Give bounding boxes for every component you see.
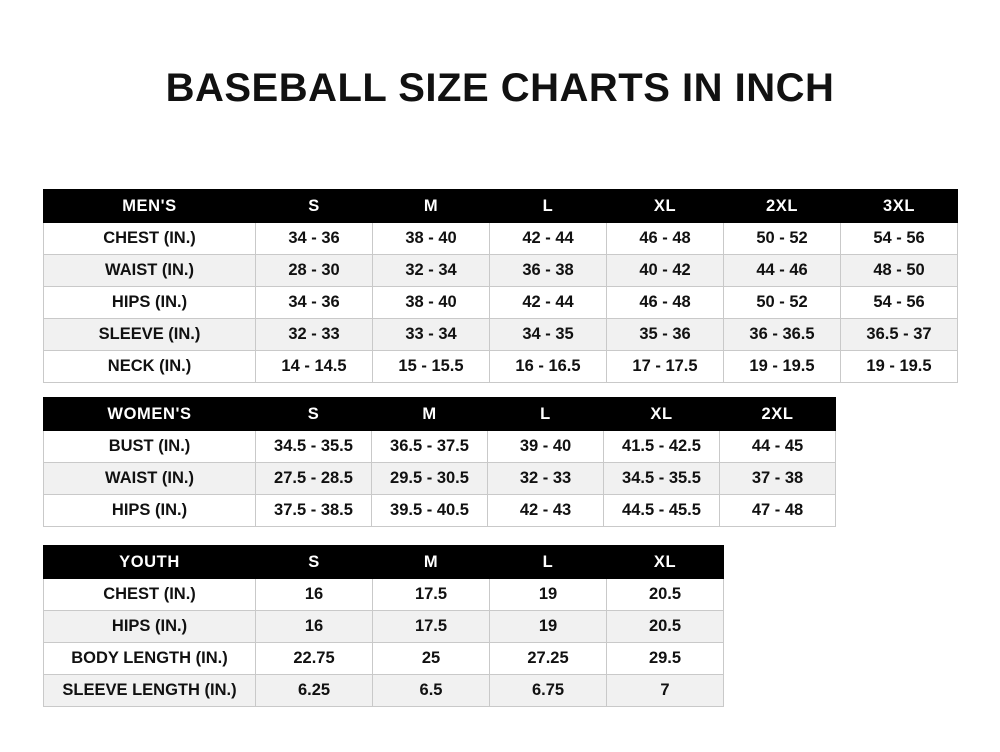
table-cell: 29.5 - 30.5	[372, 463, 488, 495]
row-label: WAIST (IN.)	[44, 255, 256, 287]
table-cell: 6.25	[256, 675, 373, 707]
row-label: SLEEVE LENGTH (IN.)	[44, 675, 256, 707]
table-row	[44, 351, 958, 383]
table-cell: 32 - 33	[256, 319, 373, 351]
table-row	[44, 223, 958, 255]
table-cell: 36 - 36.5	[724, 319, 841, 351]
header-cell-xl: XL	[604, 398, 720, 431]
table-cell: 36.5 - 37	[841, 319, 958, 351]
table-row	[44, 431, 836, 463]
table-cell: 35 - 36	[607, 319, 724, 351]
table-cell: 34 - 36	[256, 287, 373, 319]
table-cell: 22.75	[256, 643, 373, 675]
table-cell: 29.5	[607, 643, 724, 675]
header-cell-m: M	[372, 398, 488, 431]
table-cell: 39 - 40	[488, 431, 604, 463]
table-cell: 34 - 35	[490, 319, 607, 351]
table-cell: 19	[490, 611, 607, 643]
table-row	[44, 287, 958, 319]
table-cell: 54 - 56	[841, 287, 958, 319]
row-label: NECK (IN.)	[44, 351, 256, 383]
table-cell: 42 - 44	[490, 223, 607, 255]
table-cell: 17 - 17.5	[607, 351, 724, 383]
row-label: SLEEVE (IN.)	[44, 319, 256, 351]
header-cell-xl: XL	[607, 190, 724, 223]
youth-size-table	[43, 545, 724, 707]
table-cell: 34 - 36	[256, 223, 373, 255]
table-row	[44, 611, 724, 643]
table-cell: 32 - 33	[488, 463, 604, 495]
header-cell-category: MEN'S	[44, 190, 256, 223]
header-cell-l: L	[490, 546, 607, 579]
table-cell: 6.5	[373, 675, 490, 707]
header-cell-l: L	[490, 190, 607, 223]
table-cell: 50 - 52	[724, 223, 841, 255]
table-cell: 48 - 50	[841, 255, 958, 287]
row-label: HIPS (IN.)	[44, 611, 256, 643]
table-header-row	[44, 190, 958, 223]
table-cell: 36.5 - 37.5	[372, 431, 488, 463]
table-cell: 16	[256, 611, 373, 643]
table-cell: 16	[256, 579, 373, 611]
header-cell-s: S	[256, 546, 373, 579]
table-cell: 44.5 - 45.5	[604, 495, 720, 527]
table-cell: 17.5	[373, 579, 490, 611]
table-cell: 28 - 30	[256, 255, 373, 287]
table-row	[44, 643, 724, 675]
table-cell: 25	[373, 643, 490, 675]
table-cell: 38 - 40	[373, 223, 490, 255]
table-cell: 39.5 - 40.5	[372, 495, 488, 527]
header-cell-2xl: 2XL	[724, 190, 841, 223]
table-cell: 19 - 19.5	[724, 351, 841, 383]
table-row	[44, 319, 958, 351]
table-cell: 44 - 46	[724, 255, 841, 287]
table-row	[44, 463, 836, 495]
header-cell-xl: XL	[607, 546, 724, 579]
table-cell: 37.5 - 38.5	[256, 495, 372, 527]
table-cell: 15 - 15.5	[373, 351, 490, 383]
table-cell: 37 - 38	[720, 463, 836, 495]
header-cell-m: M	[373, 546, 490, 579]
table-cell: 19	[490, 579, 607, 611]
table-cell: 33 - 34	[373, 319, 490, 351]
table-cell: 41.5 - 42.5	[604, 431, 720, 463]
header-cell-3xl: 3XL	[841, 190, 958, 223]
table-cell: 34.5 - 35.5	[604, 463, 720, 495]
table-cell: 36 - 38	[490, 255, 607, 287]
table-row	[44, 579, 724, 611]
table-cell: 19 - 19.5	[841, 351, 958, 383]
table-cell: 42 - 43	[488, 495, 604, 527]
header-cell-category: WOMEN'S	[44, 398, 256, 431]
header-cell-m: M	[373, 190, 490, 223]
row-label: CHEST (IN.)	[44, 223, 256, 255]
table-cell: 20.5	[607, 579, 724, 611]
table-cell: 27.25	[490, 643, 607, 675]
table-cell: 40 - 42	[607, 255, 724, 287]
page-title: BASEBALL SIZE CHARTS IN INCH	[165, 66, 835, 110]
table-cell: 17.5	[373, 611, 490, 643]
table-header-row	[44, 398, 836, 431]
table-row	[44, 675, 724, 707]
table-cell: 46 - 48	[607, 223, 724, 255]
table-cell: 7	[607, 675, 724, 707]
header-cell-category: YOUTH	[44, 546, 256, 579]
table-cell: 46 - 48	[607, 287, 724, 319]
table-cell: 27.5 - 28.5	[256, 463, 372, 495]
table-cell: 38 - 40	[373, 287, 490, 319]
row-label: BUST (IN.)	[44, 431, 256, 463]
table-cell: 42 - 44	[490, 287, 607, 319]
row-label: CHEST (IN.)	[44, 579, 256, 611]
row-label: HIPS (IN.)	[44, 287, 256, 319]
table-cell: 47 - 48	[720, 495, 836, 527]
table-cell: 20.5	[607, 611, 724, 643]
header-cell-2xl: 2XL	[720, 398, 836, 431]
row-label: HIPS (IN.)	[44, 495, 256, 527]
table-cell: 14 - 14.5	[256, 351, 373, 383]
header-cell-l: L	[488, 398, 604, 431]
table-cell: 44 - 45	[720, 431, 836, 463]
header-cell-s: S	[256, 398, 372, 431]
table-cell: 34.5 - 35.5	[256, 431, 372, 463]
womens-size-table	[43, 397, 836, 527]
table-header-row	[44, 546, 724, 579]
table-cell: 32 - 34	[373, 255, 490, 287]
row-label: WAIST (IN.)	[44, 463, 256, 495]
mens-size-table	[43, 189, 958, 383]
table-cell: 50 - 52	[724, 287, 841, 319]
table-cell: 6.75	[490, 675, 607, 707]
row-label: BODY LENGTH (IN.)	[44, 643, 256, 675]
table-cell: 16 - 16.5	[490, 351, 607, 383]
table-row	[44, 255, 958, 287]
header-cell-s: S	[256, 190, 373, 223]
table-cell: 54 - 56	[841, 223, 958, 255]
table-row	[44, 495, 836, 527]
